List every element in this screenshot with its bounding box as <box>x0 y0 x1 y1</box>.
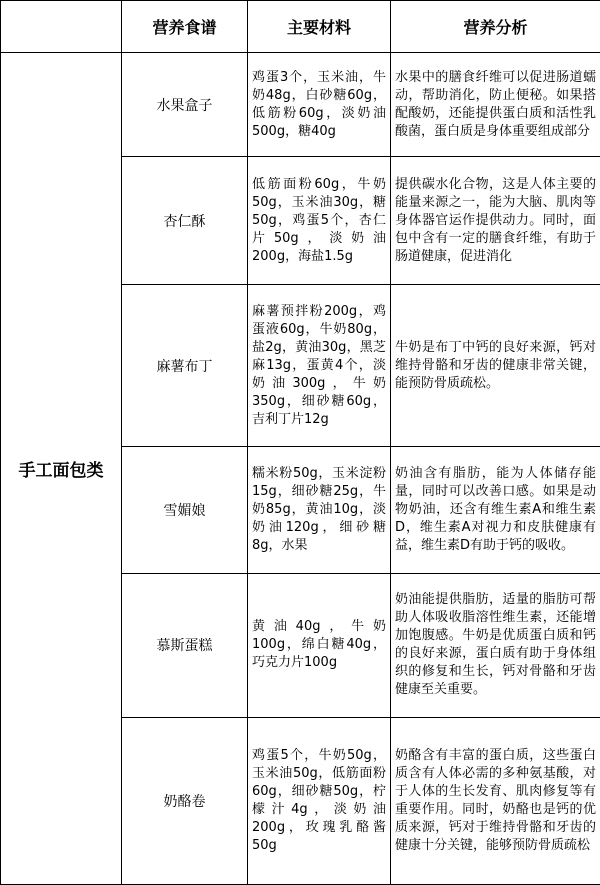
recipe-analysis: 水果中的膳食纤维可以促进肠道蠕动，帮助消化，防止便秘。如果搭配酸奶，还能提供蛋白质和活性乳酸菌，蛋白质是身体重要组成部分 <box>391 53 600 157</box>
category-cell: 手工面包类 <box>1 53 122 885</box>
recipe-materials: 鸡蛋3个，玉米油，牛奶48g，白砂糖60g，低筋粉60g，淡奶油500g，糖40g <box>248 53 391 157</box>
recipe-analysis: 牛奶是布丁中钙的良好来源，钙对维持骨骼和牙齿的健康非常关键，能预防骨质疏松。 <box>391 285 600 447</box>
recipe-name: 麻薯布丁 <box>122 285 248 447</box>
recipe-name: 水果盒子 <box>122 53 248 157</box>
recipe-analysis: 奶油含有脂肪，能为人体储存能量，同时可以改善口感。如果是动物奶油，还含有维生素A和维生素D，维生素A对视力和皮肤健康有益，维生素D有助于钙的吸收。 <box>391 447 600 573</box>
header-materials: 主要材料 <box>248 1 391 53</box>
recipe-analysis: 提供碳水化合物，这是人体主要的能量来源之一，能为大脑、肌肉等身体器官运作提供动力。同时，面包中含有一定的膳食纤维，有助于肠道健康，促进消化 <box>391 157 600 285</box>
recipe-analysis: 奶酪含有丰富的蛋白质，这些蛋白质含有人体必需的多种氨基酸，对于人体的生长发育、肌肉修复等有重要作用。同时，奶酪也是钙的优质来源，钙对于维持骨骼和牙齿的健康十分关键，能够预防骨质疏松 <box>391 717 600 884</box>
recipe-materials: 低筋面粉60g，牛奶50g，玉米油30g，糖50g，鸡蛋5个，杏仁片50g，淡奶油200g，海盐1.5g <box>248 157 391 285</box>
header-category <box>1 1 122 53</box>
table-row <box>1 53 600 157</box>
recipe-name: 奶酪卷 <box>122 717 248 884</box>
recipe-analysis: 奶油能提供脂肪，适量的脂肪可帮助人体吸收脂溶性维生素，还能增加饱腹感。牛奶是优质蛋白质和钙的良好来源，蛋白质有助于身体组织的修复和生长，钙对骨骼和牙齿健康至关重要。 <box>391 573 600 717</box>
recipe-materials: 麻薯预拌粉200g，鸡蛋液60g，牛奶80g，盐2g，黄油30g，黑芝麻13g，蛋黄4个，淡奶油300g，牛奶350g，细砂糖60g，吉利丁片12g <box>248 285 391 447</box>
recipe-materials: 鸡蛋5个，牛奶50g，玉米油50g，低筋面粉60g，细砂糖50g，柠檬汁4g，淡奶油200g，玫瑰乳酪酱50g <box>248 717 391 884</box>
recipe-name: 杏仁酥 <box>122 157 248 285</box>
header-recipe: 营养食谱 <box>122 1 248 53</box>
header-analysis: 营养分析 <box>391 1 600 53</box>
recipe-materials: 黄油40g，牛奶100g，绵白糖40g，巧克力片100g <box>248 573 391 717</box>
header-row <box>1 1 600 53</box>
recipe-name: 慕斯蛋糕 <box>122 573 248 717</box>
recipe-name: 雪媚娘 <box>122 447 248 573</box>
recipe-materials: 糯米粉50g，玉米淀粉15g，细砂糖25g，牛奶85g，黄油10g，淡奶油120g，细砂糖8g，水果 <box>248 447 391 573</box>
